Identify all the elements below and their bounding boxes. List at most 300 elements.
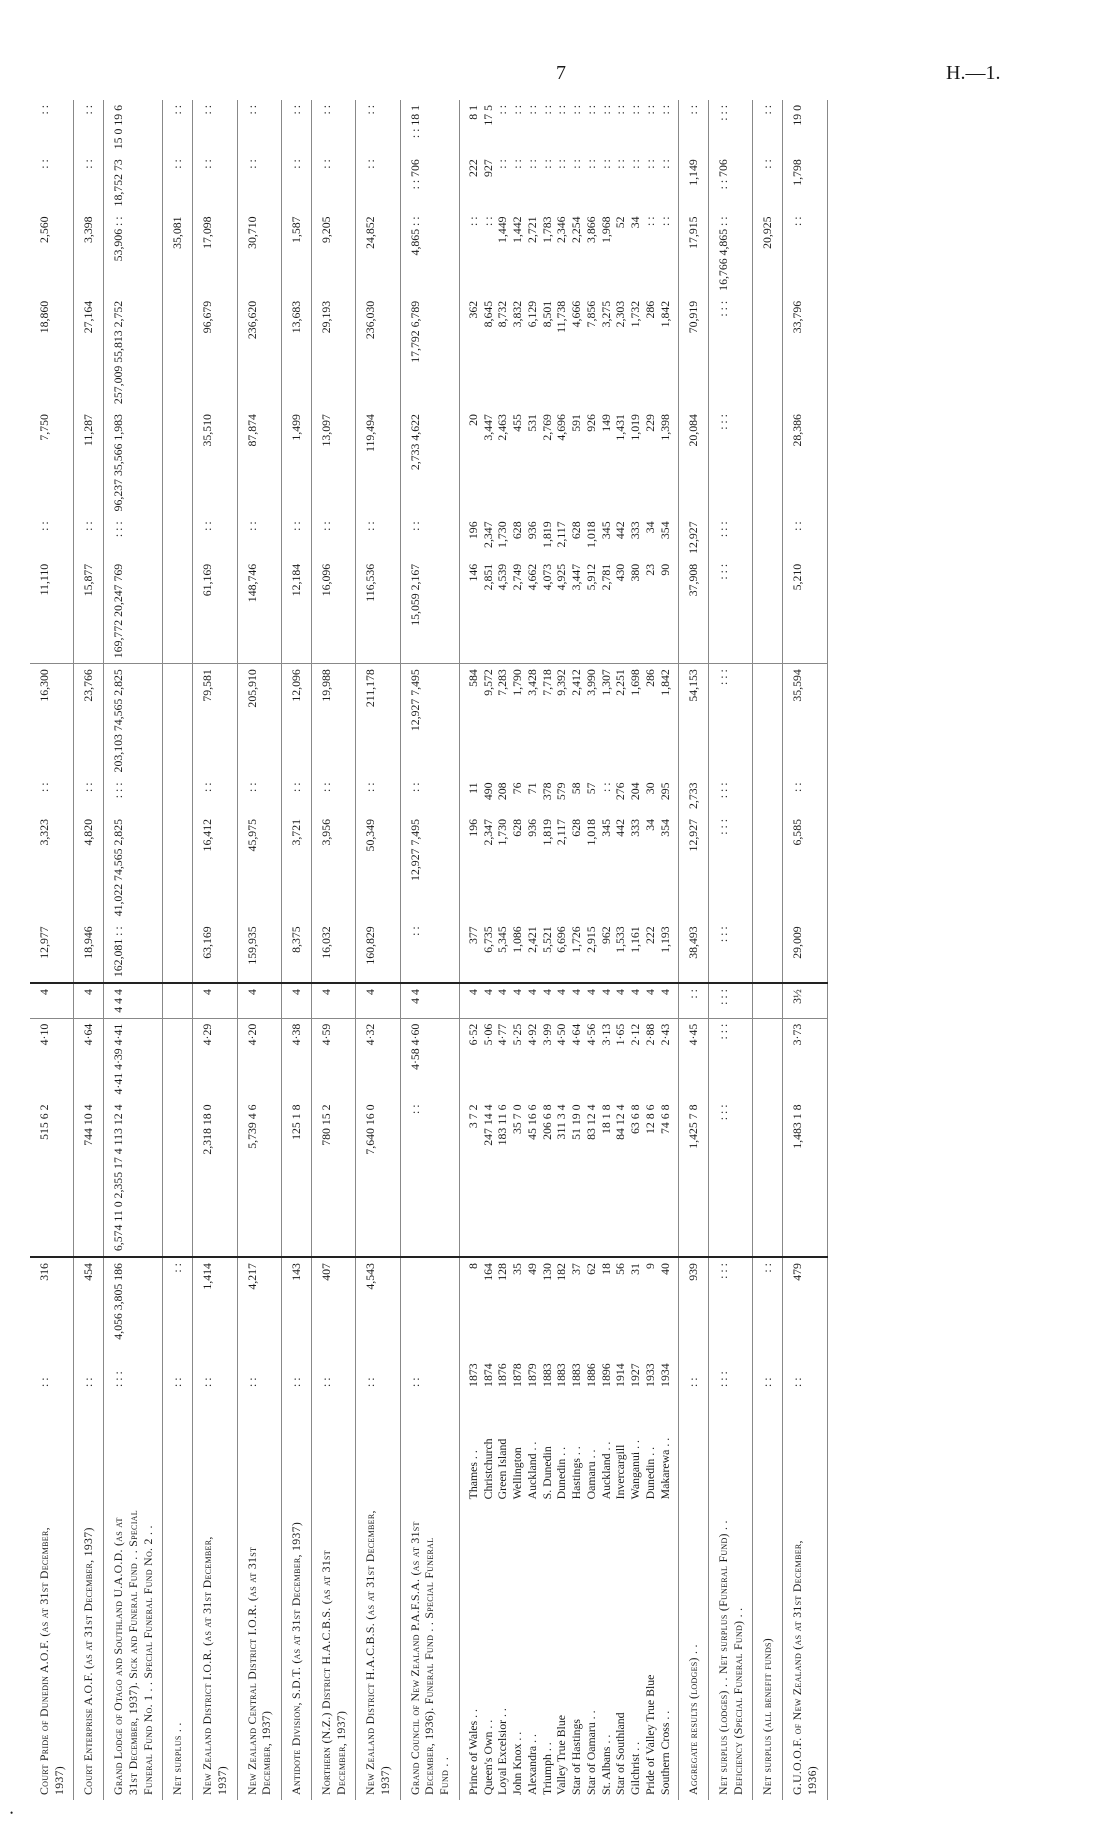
cell-c3: 3·99 [539, 1023, 554, 1046]
cell-c11: 2,463 [495, 414, 510, 441]
cell-c7: 276 [613, 782, 628, 801]
row-label: Net surplus (lodges) . . Net surplus (Funeral Fund) . . Deficiency (Special Funeral Fund) . . [708, 1504, 752, 1800]
cell-c3: 2·12 [628, 1023, 643, 1046]
cell-c11: 96,237 35,566 1,983 [104, 409, 163, 516]
cell-c10: 34 [642, 521, 657, 534]
cell-c1: 128 [495, 1263, 510, 1281]
cell-c6: 34 [642, 819, 657, 831]
cell-c7: : : [598, 782, 613, 792]
cell-c10: : : [400, 516, 459, 558]
table-row [282, 100, 312, 1800]
cell-c11: 28,386 [783, 409, 827, 516]
lodge-location: Thames . . [465, 1450, 480, 1500]
cell-c12: 8,732 [495, 300, 510, 328]
cell-c5: 1,193 [658, 921, 679, 983]
cell-c1: 49 [524, 1263, 539, 1275]
cell-c11: 35,510 [193, 409, 237, 516]
cell-c15: : : [613, 105, 628, 115]
cell-c13: : : [642, 216, 657, 226]
cell-c2: 51 19 0 [569, 1100, 584, 1258]
cell-c5: 2,915 [584, 921, 599, 983]
table-row [356, 100, 400, 1800]
cell-c3: 6·52 [465, 1023, 480, 1046]
cell-c9: 4,539 [495, 559, 510, 664]
cell-c6: 3,721 [282, 814, 312, 921]
lodge-row [540, 100, 555, 1800]
cell-c8: 35,594 [783, 664, 827, 778]
cell-c6: 442 [613, 819, 628, 837]
cell-c6: 12,927 [679, 814, 709, 921]
cell-c7: : : [311, 777, 355, 814]
cell-c10: : : [783, 516, 827, 558]
cell-c1: 407 [311, 1257, 355, 1345]
year-established: 1883 [569, 1363, 584, 1387]
lodge-location [237, 1392, 281, 1504]
cell-c10: 442 [613, 521, 628, 540]
cell-c15: 8 1 [465, 105, 480, 120]
cell-c15: : : [74, 100, 104, 154]
lodge-location [783, 1392, 827, 1504]
cell-c4: 4 [495, 983, 510, 1018]
cell-c14: 1,149 [679, 154, 709, 211]
cell-c14: : : [237, 154, 281, 211]
cell-c14: 1,798 [783, 154, 827, 211]
cell-c14: : : [569, 159, 584, 169]
cell-c12: : : : [708, 296, 752, 409]
cell-c3: 4·58 4·60 [400, 1018, 459, 1099]
cell-c11 [753, 409, 783, 516]
cell-c10: 333 [628, 521, 643, 540]
cell-c8: : : : [708, 664, 752, 778]
cell-c14: : : [598, 159, 613, 169]
cell-c8: 1,307 [598, 669, 613, 696]
cell-c7: 295 [658, 777, 679, 814]
cell-c4: 4 [658, 983, 679, 1018]
cell-c10 [753, 516, 783, 558]
cell-c2: : : : [708, 1100, 752, 1258]
table-row [237, 100, 281, 1800]
cell-c9: 146 [459, 559, 480, 664]
cell-c2: 18 1 8 [599, 1100, 614, 1258]
cell-c13: 2,254 [569, 216, 584, 243]
cell-c1: 18 [598, 1263, 613, 1275]
cell-c12: 6,129 [524, 300, 539, 328]
cell-c6: 354 [658, 814, 679, 921]
cell-c10: 196 [465, 521, 480, 540]
cell-c5: 160,829 [356, 921, 400, 983]
cell-c11: 11,287 [74, 409, 104, 516]
cell-c8: 1,790 [510, 669, 525, 696]
cell-c9: 2,749 [510, 559, 525, 664]
cell-c11: 87,874 [237, 409, 281, 516]
cell-c10: : : [74, 516, 104, 558]
table-row [400, 100, 459, 1800]
lodge-location [679, 1392, 709, 1504]
cell-c4: 4 [525, 983, 540, 1018]
cell-c15: : : [311, 100, 355, 154]
cell-c15: : : [193, 100, 237, 154]
cell-c6: 333 [628, 819, 643, 837]
cell-c4: : : [679, 983, 709, 1018]
cell-c4: 4 [554, 983, 569, 1018]
cell-c2: 1,483 1 8 [783, 1100, 827, 1258]
cell-c8: 3,428 [524, 669, 539, 696]
cell-c4: 4 [193, 983, 237, 1018]
cell-c6: 3,956 [311, 814, 355, 921]
cell-c14: : : [495, 159, 510, 169]
cell-c6 [163, 814, 193, 921]
cell-c15: : : [539, 105, 554, 115]
cell-c4: 4 [481, 983, 496, 1018]
year-established: : : [163, 1345, 193, 1392]
cell-c11: : : : [708, 409, 752, 516]
cell-c9: : : : [708, 559, 752, 664]
year-established: 1873 [465, 1363, 480, 1387]
cell-c9: 2,781 [599, 559, 614, 664]
cell-c2: 5,739 4 6 [237, 1100, 281, 1258]
cell-c9: 15,877 [74, 559, 104, 664]
cell-c10: : : : [708, 516, 752, 558]
row-label: Prince of Wales . . [465, 1709, 480, 1795]
cell-c3: 4·45 [679, 1018, 709, 1099]
row-label: Aggregate results (lodges) . . [679, 1504, 709, 1800]
cell-c10: 354 [658, 516, 679, 558]
cell-c1: 4,217 [237, 1257, 281, 1345]
cell-c13: 34 [628, 216, 643, 229]
cell-c3: 5·06 [480, 1023, 495, 1046]
cell-c4: 4 [237, 983, 281, 1018]
lodge-location [311, 1392, 355, 1504]
cell-c1: 4,543 [356, 1257, 400, 1345]
cell-c8: 19,988 [311, 664, 355, 778]
cell-c1: 182 [554, 1263, 569, 1281]
cell-c15: : : [598, 105, 613, 115]
cell-c4: 4 [540, 983, 555, 1018]
cell-c12: 236,030 [356, 296, 400, 409]
cell-c4: 4 [599, 983, 614, 1018]
cell-c3 [753, 1018, 783, 1099]
cell-c13: 52 [613, 216, 628, 229]
lodge-location [104, 1392, 163, 1504]
cell-c4: 4 [30, 983, 74, 1018]
cell-c10: : : : [104, 516, 163, 558]
cell-c1: : : [753, 1257, 783, 1345]
cell-c12: 27,164 [74, 296, 104, 409]
table-row [708, 100, 752, 1800]
cell-c7: : : [783, 777, 827, 814]
cell-c4: 4 [643, 983, 658, 1018]
cell-c2: 2,318 18 0 [193, 1100, 237, 1258]
lodge-location [400, 1392, 459, 1504]
cell-c11: 229 [642, 414, 657, 432]
cell-c11: 1,431 [613, 414, 628, 441]
lodge-location [193, 1392, 237, 1504]
document-reference: H.—1. [946, 62, 1001, 84]
cell-c9: 90 [658, 559, 679, 664]
cell-c10: : : [30, 516, 74, 558]
cell-c13: 20,925 [753, 211, 783, 295]
cell-c14: : : [613, 159, 628, 169]
lodge-row [628, 100, 643, 1800]
cell-c2: 515 6 2 [30, 1100, 74, 1258]
cell-c1: 143 [282, 1257, 312, 1345]
cell-c15: : : [356, 100, 400, 154]
lodge-location: Wanganui . . [628, 1440, 643, 1500]
cell-c13: 1,442 [510, 216, 525, 243]
cell-c7: : : [193, 777, 237, 814]
year-established: : : [679, 1345, 709, 1392]
row-label: Star of Hastings [569, 1718, 584, 1795]
cell-c4: 4 [282, 983, 312, 1018]
cell-c15: 15 0 19 6 [104, 100, 163, 154]
cell-c3: 4·32 [356, 1018, 400, 1099]
cell-c1: 56 [613, 1263, 628, 1275]
cell-c3: 4·20 [237, 1018, 281, 1099]
cell-c14: : : [30, 154, 74, 211]
cell-c7: 208 [495, 782, 510, 801]
cell-c15: : : [163, 100, 193, 154]
cell-c11: 20,084 [679, 409, 709, 516]
cell-c7: : : [282, 777, 312, 814]
cell-c8: 203,103 74,565 2,825 [104, 664, 163, 778]
cell-c1: : : [163, 1257, 193, 1345]
year-established: : : [193, 1345, 237, 1392]
cell-c5: : : : [708, 921, 752, 983]
cell-c5: 1,161 [628, 921, 643, 983]
cell-c7: : : [400, 777, 459, 814]
cell-c5: 962 [599, 921, 614, 983]
cell-c11: 2,733 4,622 [400, 409, 459, 516]
row-label: Star of Southland [613, 1712, 628, 1795]
table-row [753, 100, 783, 1800]
cell-c7: : : [237, 777, 281, 814]
cell-c9: 148,746 [237, 559, 281, 664]
row-label: Gilchrist . . [628, 1741, 643, 1795]
cell-c2: 83 12 4 [584, 1100, 599, 1258]
cell-c11: 591 [569, 414, 584, 432]
table-row [74, 100, 104, 1800]
row-label: Court Enterprise A.O.F. (as at 31st December, 1937) [74, 1504, 104, 1800]
cell-c1: 1,414 [193, 1257, 237, 1345]
cell-c7: 30 [642, 782, 657, 795]
lodge-row [584, 100, 599, 1800]
cell-c7: 2,733 [679, 777, 709, 814]
cell-c14: : : [74, 154, 104, 211]
cell-c3 [163, 1018, 193, 1099]
cell-c4: 4 [613, 983, 628, 1018]
cell-c1: 8 [465, 1263, 480, 1269]
cell-c2: 63 6 8 [628, 1100, 643, 1258]
cell-c6: 2,117 [554, 819, 569, 846]
cell-c4: 4 [584, 983, 599, 1018]
cell-c7: : : [356, 777, 400, 814]
cell-c9: 116,536 [356, 559, 400, 664]
cell-c11: 1,398 [658, 409, 679, 516]
cell-c6: 345 [598, 819, 613, 837]
cell-c6: 6,585 [783, 814, 827, 921]
cell-c9: 4,073 [540, 559, 555, 664]
lodge-location [356, 1392, 400, 1504]
cell-c5: 1,086 [510, 921, 525, 983]
cell-c13: 9,205 [311, 211, 355, 295]
cell-c14: : : [554, 159, 569, 169]
cell-c5: 159,935 [237, 921, 281, 983]
row-label: New Zealand District I.O.R. (as at 31st December, 1937) [193, 1504, 237, 1800]
cell-c11: 4,696 [554, 414, 569, 441]
cell-c6: 12,927 7,495 [400, 814, 459, 921]
cell-c5: 222 [643, 921, 658, 983]
cell-c6: 16,412 [193, 814, 237, 921]
cell-c14: : : [311, 154, 355, 211]
cell-c9: 23 [643, 559, 658, 664]
table-row [104, 100, 163, 1800]
cell-c5: 6,735 [481, 921, 496, 983]
row-label: Northern (N.Z.) District H.A.C.B.S. (as at 31st December, 1937) [311, 1504, 355, 1800]
cell-c15: : : [510, 105, 525, 115]
cell-c5: 5,521 [540, 921, 555, 983]
year-established: : : [783, 1345, 827, 1392]
row-label: Southern Cross . . [658, 1504, 679, 1800]
cell-c10: 628 [569, 521, 584, 540]
cell-c15: : : [679, 100, 709, 154]
cell-c14: : : [524, 159, 539, 169]
cell-c14: : : [642, 159, 657, 169]
cell-c12: 4,666 [569, 300, 584, 328]
lodge-row [554, 100, 569, 1800]
cell-c7: 57 [583, 782, 598, 795]
cell-c2 [753, 1100, 783, 1258]
cell-c12 [163, 296, 193, 409]
cell-c12 [753, 296, 783, 409]
row-label: Grand Lodge of Otago and Southland U.A.O.D. (as at 31st December, 1937). Sick and Funeral Fund . . Special Funeral Fund No. 1 . . Special Funeral Fund No. 2 . . [104, 1504, 163, 1800]
cell-c2: 744 10 4 [74, 1100, 104, 1258]
lodge-row [525, 100, 540, 1800]
margin-mark: • [10, 1808, 14, 1818]
cell-c2: 1,425 7 8 [679, 1100, 709, 1258]
cell-c8: 2,251 [613, 669, 628, 696]
cell-c12: 11,738 [554, 300, 569, 333]
cell-c7: : : [74, 777, 104, 814]
cell-c9: 37,908 [679, 559, 709, 664]
cell-c15: : : [554, 105, 569, 115]
cell-c8: 12,096 [282, 664, 312, 778]
lodge-location [163, 1392, 193, 1504]
cell-c5: 63,169 [193, 921, 237, 983]
cell-c15: : : [628, 105, 643, 115]
cell-c5: 377 [459, 921, 480, 983]
cell-c14: : : 706 [400, 154, 459, 211]
cell-c12: 1,842 [658, 296, 679, 409]
cell-c11: 926 [583, 414, 598, 432]
cell-c9 [753, 559, 783, 664]
row-label: Alexandra . . [524, 1734, 539, 1795]
cell-c10: 628 [510, 521, 525, 540]
cell-c13: 30,710 [237, 211, 281, 295]
cell-c8: 1,842 [658, 664, 679, 778]
cell-c15: : : [30, 100, 74, 154]
cell-c9: 169,772 20,247 769 [104, 559, 163, 664]
cell-c6: 196 [465, 819, 480, 837]
cell-c5: 2,421 [525, 921, 540, 983]
cell-c4: 4 [311, 983, 355, 1018]
cell-c5 [163, 921, 193, 983]
cell-c2: 6,574 11 0 2,355 17 4 113 12 4 [104, 1100, 163, 1258]
row-label: St. Albans . . [598, 1734, 613, 1795]
cell-c5: 1,533 [613, 921, 628, 983]
cell-c1: 40 [658, 1257, 679, 1345]
cell-c13: 2,721 [524, 216, 539, 243]
lodge-location: Auckland . . [598, 1441, 613, 1500]
row-label: Valley True Blue [554, 1715, 569, 1795]
cell-c1 [400, 1257, 459, 1345]
cell-c11: 3,447 [480, 414, 495, 441]
table-row [783, 100, 827, 1800]
cell-c12: 29,193 [311, 296, 355, 409]
cell-c13: 24,852 [356, 211, 400, 295]
cell-c4: 3½ [783, 983, 827, 1018]
cell-c12: 8,645 [480, 300, 495, 328]
lodge-location: Auckland . . [524, 1441, 539, 1500]
cell-c15: : : [753, 100, 783, 154]
cell-c1: 316 [30, 1257, 74, 1345]
cell-c14: 18,752 73 [104, 154, 163, 211]
row-label: John Knox . . [510, 1731, 525, 1795]
cell-c14: : : [356, 154, 400, 211]
cell-c15: : : [495, 105, 510, 115]
cell-c1: 4,056 3,805 186 [104, 1257, 163, 1345]
cell-c12: 257,009 55,813 2,752 [104, 296, 163, 409]
cell-c5: 38,493 [679, 921, 709, 983]
cell-c8: 23,766 [74, 664, 104, 778]
cell-c3: 1·65 [613, 1023, 628, 1046]
row-label: Antidote Division, S.D.T. (as at 31st December, 1937) [282, 1504, 312, 1800]
year-established: : : [30, 1345, 74, 1392]
cell-c5: 29,009 [783, 921, 827, 983]
cell-c9: 11,110 [30, 559, 74, 664]
year-established: 1874 [480, 1363, 495, 1387]
cell-c3: : : : [708, 1018, 752, 1099]
cell-c6: 4,820 [74, 814, 104, 921]
cell-c10: 1,730 [495, 521, 510, 548]
cell-c7: 11 [465, 782, 480, 794]
cell-c10: 12,927 [679, 516, 709, 558]
cell-c15: : : [583, 105, 598, 115]
cell-c15: : : [524, 105, 539, 115]
cell-c2: 311 3 4 [554, 1100, 569, 1258]
table-row [163, 100, 193, 1800]
cell-c8: 3,990 [583, 669, 598, 696]
cell-c15: : : [658, 100, 679, 154]
cell-c3: 4·41 4·39 4·41 [104, 1018, 163, 1099]
year-established: : : [282, 1345, 312, 1392]
lodge-row [613, 100, 628, 1800]
cell-c3: 4·10 [30, 1018, 74, 1099]
table-row [311, 100, 355, 1800]
cell-c3: 4·59 [311, 1018, 355, 1099]
year-established: 1883 [539, 1363, 554, 1387]
cell-c5: 6,696 [554, 921, 569, 983]
cell-c9: 3,447 [569, 559, 584, 664]
cell-c7: 58 [569, 782, 584, 795]
cell-c13: 17,915 [679, 211, 709, 295]
cell-c12: 13,683 [282, 296, 312, 409]
cell-c3: 4·64 [74, 1018, 104, 1099]
cell-c12: 3,832 [510, 300, 525, 328]
cell-c3: 3·73 [783, 1018, 827, 1099]
cell-c1: 31 [628, 1263, 643, 1275]
cell-c3: 4·77 [495, 1023, 510, 1046]
cell-c6: 50,349 [356, 814, 400, 921]
